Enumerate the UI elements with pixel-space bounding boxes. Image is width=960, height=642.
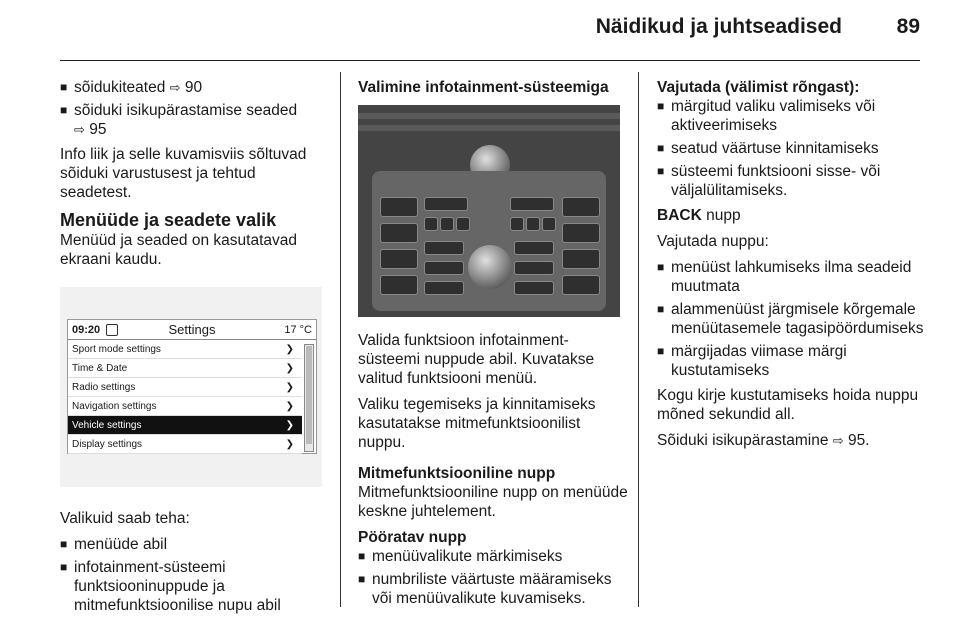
bullet-list-1 — [657, 97, 925, 200]
column-2 — [358, 78, 628, 614]
list-item: ■ sõiduki isikupärastamise seaded ⇨ 95 — [60, 101, 330, 139]
page-reference: 90 — [184, 79, 203, 96]
back-button-label: BACK — [657, 207, 702, 224]
list-item: ■ sõidukiteated ⇨ 90 — [60, 78, 330, 97]
menu-item-selected: Vehicle settings ❯ — [68, 416, 302, 435]
console-button — [424, 197, 468, 211]
bullet-list-2 — [60, 535, 330, 615]
bullet-list-1 — [60, 78, 330, 139]
list-item: ■ numbriliste väärtuste määramiseks või menüüvalikute kuvamiseks. — [358, 570, 628, 608]
menu-item: Radio settings ❯ — [68, 378, 302, 397]
column-divider-2 — [638, 72, 639, 607]
paragraph: Info liik ja selle kuvamisviis sõltuvad sõiduki varustusest ja tehtud seadetest. — [60, 146, 307, 201]
list-item: ■ süsteemi funktsiooni sisse- või väljalülitamiseks. — [657, 162, 925, 200]
screen-menu-list — [68, 340, 316, 454]
console-button — [380, 223, 418, 243]
console-button — [424, 217, 438, 231]
paragraph: Valikuid saab teha: — [60, 510, 190, 527]
screen-title: Settings — [168, 322, 216, 337]
infotainment-console-figure — [358, 105, 620, 317]
list-item: ■ alammenüüst järgmisele kõrgemale menüütasemele tagasipöördumiseks — [657, 300, 925, 338]
section-heading: Vajutada (välimist rõngast): — [657, 79, 860, 96]
column-1 — [60, 78, 330, 621]
menu-item: Time & Date ❯ — [68, 359, 302, 378]
console-button — [424, 241, 464, 255]
reference-arrow-icon: ⇨ — [74, 122, 85, 137]
page-reference: 95 — [89, 121, 107, 138]
bullet-list-2 — [657, 258, 925, 380]
paragraph: Valiku tegemiseks ja kinnitamiseks kasutatakse mitmefunktsioonilist nuppu. — [358, 396, 596, 451]
header-rule — [60, 60, 920, 61]
list-item: ■ menüüvalikute märkimiseks — [358, 547, 628, 566]
list-item: ■ infotainment-süsteemi funktsiooninuppude ja mitmefunktsioonilise nupu abil — [60, 558, 330, 615]
paragraph: BACK nupp — [657, 207, 741, 224]
console-button — [424, 281, 464, 295]
chevron-right-icon: ❯ — [285, 344, 294, 355]
reference-arrow-icon: ⇨ — [832, 433, 844, 448]
console-button — [440, 217, 454, 231]
screen-scrollbar — [304, 344, 314, 452]
console-button — [514, 281, 554, 295]
console-button — [510, 217, 524, 231]
paragraph: Kogu kirje kustutamiseks hoida nuppu mõned sekundid all. — [657, 387, 919, 423]
console-button — [424, 261, 464, 275]
multifunction-knob-icon — [468, 245, 512, 289]
screen-status-bar — [68, 320, 316, 340]
console-button — [380, 249, 418, 269]
console-button — [562, 275, 600, 295]
paragraph: Vajutada nuppu: — [657, 233, 769, 250]
console-button — [380, 197, 418, 217]
menu-item: Navigation settings ❯ — [68, 397, 302, 416]
column-3 — [657, 78, 925, 457]
chevron-right-icon: ❯ — [285, 363, 294, 374]
column-divider-1 — [340, 72, 341, 607]
chevron-right-icon: ❯ — [285, 401, 294, 412]
section-heading: Mitmefunktsiooniline nupp — [358, 465, 556, 482]
display-screen — [67, 319, 317, 454]
list-item: ■ märgitud valiku valimiseks või aktiveerimiseks — [657, 97, 925, 135]
menu-item: Sport mode settings ❯ — [68, 340, 302, 359]
list-item: ■ märgijadas viimase märgi kustutamiseks — [657, 342, 925, 380]
console-button — [380, 275, 418, 295]
console-button — [562, 249, 600, 269]
screen-temperature: 17 °C — [284, 324, 312, 336]
menu-item: Display settings ❯ — [68, 435, 302, 454]
console-button — [562, 197, 600, 217]
page-number: 89 — [896, 15, 920, 38]
paragraph: Sõiduki isikupärastamine ⇨ 95. — [657, 432, 870, 449]
console-button — [514, 261, 554, 275]
paragraph: Mitmefunktsiooniline nupp on menüüde keskne juhtelement. — [358, 484, 628, 520]
chevron-right-icon: ❯ — [285, 439, 294, 450]
console-button — [562, 223, 600, 243]
list-item: ■ seatud väärtuse kinnitamiseks — [657, 139, 925, 158]
paragraph: Valida funktsioon infotainment-süsteemi nuppude abil. Kuvatakse valitud funktsiooni menüü. — [358, 332, 595, 387]
console-button — [510, 197, 554, 211]
console-button — [456, 217, 470, 231]
bullet-list — [358, 547, 628, 608]
list-item: ■ menüüst lahkumiseks ilma seadeid muutmata — [657, 258, 925, 296]
console-button — [526, 217, 540, 231]
chevron-right-icon: ❯ — [285, 420, 294, 431]
section-heading: Valimine infotainment-süsteemiga — [358, 79, 609, 96]
section-heading: Pööratav nupp — [358, 529, 467, 546]
chevron-right-icon: ❯ — [285, 382, 294, 393]
section-heading: Menüüde ja seadete valik — [60, 210, 277, 230]
page-header-title: Näidikud ja juhtseadised — [595, 15, 842, 38]
settings-screen-figure — [60, 287, 322, 487]
console-button — [514, 241, 554, 255]
paragraph: Menüüd ja seaded on kasutatavad ekraani kaudu. — [60, 232, 297, 268]
console-button — [542, 217, 556, 231]
reference-arrow-icon: ⇨ — [169, 80, 181, 95]
list-item: ■ menüüde abil — [60, 535, 330, 554]
page-reference: 95. — [847, 432, 870, 449]
screen-time: 09:20 — [72, 324, 101, 336]
